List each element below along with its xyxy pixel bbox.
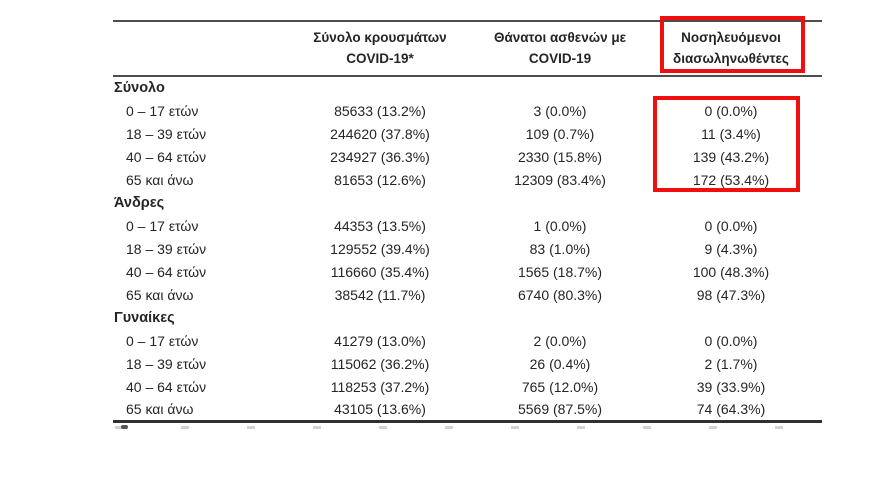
intubated-cell: 0 (0.0%) [704, 217, 758, 234]
deaths-cell: 5569 (87.5%) [517, 400, 603, 417]
intubated-cell: 98 (47.3%) [696, 286, 766, 303]
age-data-row [113, 122, 822, 145]
age-data-row [113, 168, 822, 191]
table-body [113, 76, 822, 421]
age-label: 18 – 39 ετών [126, 240, 207, 257]
deaths-cell: 2330 (15.8%) [517, 148, 603, 165]
intubated-cell: 0 (0.0%) [704, 332, 758, 349]
age-label: 65 και άνω [126, 286, 194, 303]
cases-cell: 81653 (12.6%) [334, 171, 426, 188]
age-data-row [113, 375, 822, 398]
age-label: 18 – 39 ετών [126, 125, 207, 142]
intubated-cell: 74 (64.3%) [696, 400, 766, 417]
column-header-intubated-line2: διασωληνωθέντες [673, 50, 789, 66]
section-label: Σύνολο [114, 80, 165, 96]
deaths-cell: 765 (12.0%) [521, 378, 599, 395]
age-label: 40 – 64 ετών [126, 263, 207, 280]
age-data-row [113, 260, 822, 283]
empty-cell [280, 191, 480, 214]
deaths-cell: 83 (1.0%) [529, 240, 591, 257]
deaths-cell: 12309 (83.4%) [514, 171, 606, 188]
cases-cell: 43105 (13.6%) [334, 400, 426, 417]
intubated-cell: 39 (33.9%) [696, 378, 766, 395]
empty-cell [280, 306, 480, 329]
cases-cell: 38542 (11.7%) [334, 286, 426, 303]
intubated-cell: 0 (0.0%) [704, 102, 758, 119]
intubated-cell: 9 (4.3%) [704, 240, 758, 257]
empty-cell [640, 76, 822, 99]
clipped-footnote-marks [115, 426, 815, 429]
clipped-footnote-asterisk [121, 425, 128, 429]
age-label: 40 – 64 ετών [126, 148, 207, 165]
age-label: 65 και άνω [126, 171, 194, 188]
age-data-row [113, 237, 822, 260]
column-header-intubated [640, 21, 822, 76]
deaths-cell: 1 (0.0%) [533, 217, 587, 234]
covid-age-table [113, 20, 822, 423]
age-label: 40 – 64 ετών [126, 378, 207, 395]
cases-cell: 244620 (37.8%) [330, 125, 430, 142]
section-label: Γυναίκες [114, 309, 175, 326]
section-row [113, 76, 822, 99]
column-header-cases-line2: COVID-19* [346, 50, 414, 66]
cases-cell: 41279 (13.0%) [334, 332, 426, 349]
empty-cell [480, 306, 640, 329]
age-data-row [113, 145, 822, 168]
empty-cell [640, 191, 822, 214]
column-header-deaths-line2: COVID-19 [528, 50, 592, 66]
cases-cell: 115062 (36.2%) [330, 355, 430, 372]
section-label: Άνδρες [114, 194, 165, 211]
intubated-cell: 2 (1.7%) [704, 355, 758, 372]
cases-cell: 85633 (13.2%) [334, 102, 426, 119]
covid-age-table-container [113, 20, 822, 423]
age-data-row [113, 283, 822, 306]
intubated-cell: 100 (48.3%) [692, 263, 770, 280]
cases-cell: 129552 (39.4%) [330, 240, 430, 257]
deaths-cell: 2 (0.0%) [533, 332, 587, 349]
age-data-row [113, 398, 822, 421]
age-data-row [113, 99, 822, 122]
header-row [113, 21, 822, 76]
column-header-cases-line1: Σύνολο κρουσμάτων [313, 30, 447, 46]
age-label: 0 – 17 ετών [126, 332, 199, 349]
deaths-cell: 3 (0.0%) [533, 102, 587, 119]
column-header-deaths [480, 21, 640, 76]
section-row [113, 191, 822, 214]
age-label: 0 – 17 ετών [126, 102, 199, 119]
age-label: 0 – 17 ετών [126, 217, 199, 234]
cases-cell: 44353 (13.5%) [334, 217, 426, 234]
header-empty-cell [113, 21, 280, 76]
age-label: 65 και άνω [126, 400, 194, 417]
section-row [113, 306, 822, 329]
column-header-intubated-line1: Νοσηλευόμενοι [681, 30, 781, 46]
intubated-cell: 172 (53.4%) [692, 171, 770, 188]
column-header-deaths-line1: Θάνατοι ασθενών με [493, 30, 627, 46]
cases-cell: 234927 (36.3%) [330, 148, 430, 165]
empty-cell [480, 191, 640, 214]
empty-cell [280, 76, 480, 99]
age-label: 18 – 39 ετών [126, 355, 207, 372]
deaths-cell: 1565 (18.7%) [517, 263, 603, 280]
cases-cell: 116660 (35.4%) [330, 263, 430, 280]
age-data-row [113, 329, 822, 352]
empty-cell [640, 306, 822, 329]
deaths-cell: 109 (0.7%) [525, 125, 595, 142]
age-data-row [113, 214, 822, 237]
intubated-cell: 11 (3.4%) [701, 125, 761, 142]
intubated-cell: 139 (43.2%) [692, 148, 770, 165]
empty-cell [480, 76, 640, 99]
age-data-row [113, 352, 822, 375]
deaths-cell: 26 (0.4%) [529, 355, 591, 372]
column-header-cases [280, 21, 480, 76]
deaths-cell: 6740 (80.3%) [517, 286, 603, 303]
cases-cell: 118253 (37.2%) [330, 378, 430, 395]
